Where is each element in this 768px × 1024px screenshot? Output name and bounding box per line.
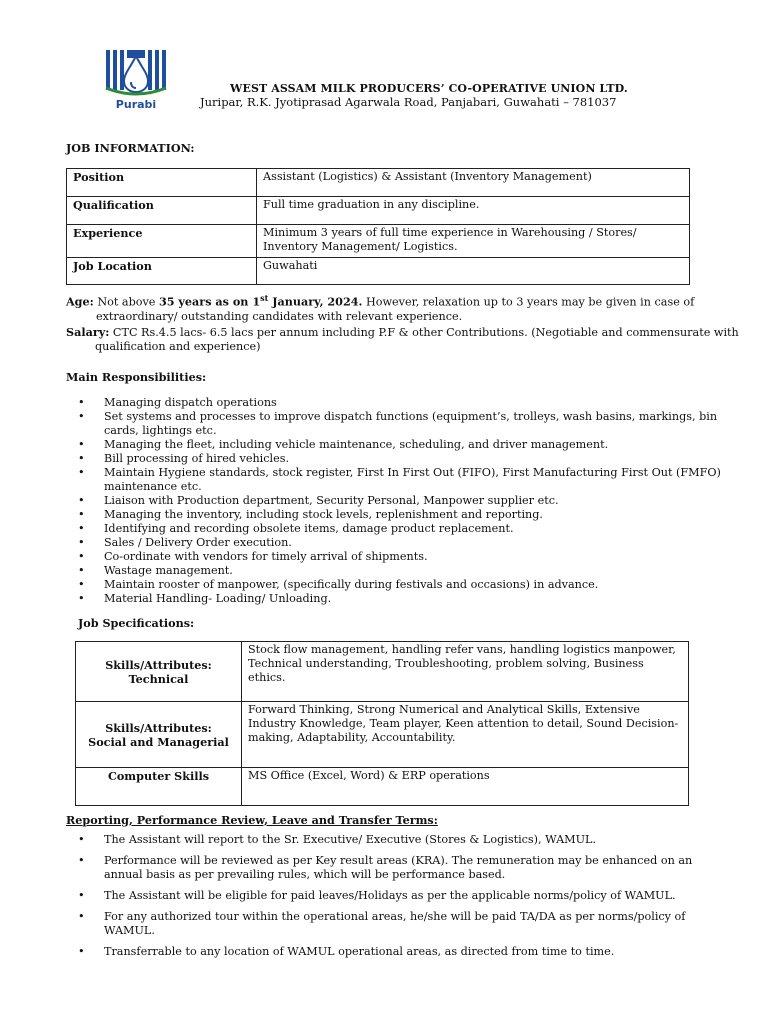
- list-item: • The Assistant will report to the Sr. Executive/ Executive (Stores & Logistics), WAMUL.: [78, 833, 597, 846]
- list-item: • Sales / Delivery Order execution.: [78, 536, 292, 549]
- list-item: • Set systems and processes to improve dispatch functions (equipment’s, trolleys, wash basins, markings, bin cards, lightings etc.: [78, 410, 718, 437]
- org-address: Juripar, R.K. Jyotiprasad Agarwala Road, Panjabari, Guwahati – 781037: [200, 95, 617, 109]
- list-item: • Co-ordinate with vendors for timely arrival of shipments.: [78, 550, 428, 563]
- responsibilities-heading: Main Responsibilities:: [66, 370, 207, 384]
- list-item: • The Assistant will be eligible for paid leaves/Holidays as per the applicable norms/policy of WAMUL.: [78, 889, 676, 902]
- age-label: Age:: [66, 294, 94, 309]
- age-bold-date: January, 2024.: [268, 294, 363, 309]
- list-item: • Managing dispatch operations: [78, 396, 277, 409]
- list-item: • Managing the fleet, including vehicle maintenance, scheduling, and driver management.: [78, 438, 609, 451]
- table-row: [76, 768, 689, 806]
- job-info-table: [66, 168, 690, 285]
- table-row: [76, 642, 689, 702]
- terms-heading: Reporting, Performance Review, Leave and Transfer Terms:: [66, 813, 438, 827]
- table-row: [67, 225, 690, 258]
- spec-value: Forward Thinking, Strong Numerical and Analytical Skills, Extensive Industry Knowledge, Team player, Keen attention to detail, Sound Decision-making, Adaptability, Accountability.: [242, 702, 689, 768]
- list-item: • Maintain Hygiene standards, stock register, First In First Out (FIFO), First Manufacturing First Out (FMFO) maintenance etc.: [78, 466, 721, 493]
- list-item: • Managing the inventory, including stock levels, replenishment and reporting.: [78, 508, 543, 521]
- list-item: • Wastage management.: [78, 564, 233, 577]
- row-value: Guwahati: [257, 258, 690, 285]
- list-item: • Performance will be reviewed as per Key result areas (KRA). The remuneration may be enhanced on an annual basis as per prevailing rules, which will be performance based.: [78, 854, 693, 881]
- row-label: Experience: [67, 225, 257, 258]
- row-label: Job Location: [67, 258, 257, 285]
- salary-paragraph: [66, 325, 745, 354]
- row-value: Minimum 3 years of full time experience in Warehousing / Stores/ Inventory Management/ Logistics.: [257, 225, 690, 258]
- spec-value: MS Office (Excel, Word) & ERP operations: [242, 768, 689, 806]
- salary-text: CTC Rs.4.5 lacs- 6.5 lacs per annum including P.F & other Contributions. (Negotiable and commensurate with qualification and experience): [95, 326, 739, 353]
- table-row: [76, 702, 689, 768]
- salary-label: Salary:: [66, 325, 110, 339]
- list-item: • Identifying and recording obsolete items, damage product replacement.: [78, 522, 514, 535]
- specs-heading: Job Specifications:: [78, 616, 195, 630]
- list-item: • Maintain rooster of manpower, (specifically during festivals and occasions) in advance.: [78, 578, 599, 591]
- table-row: [67, 169, 690, 197]
- responsibilities-list: [66, 396, 730, 606]
- row-value: Assistant (Logistics) & Assistant (Inventory Management): [257, 169, 690, 197]
- age-text: Not above: [93, 295, 159, 309]
- table-row: [67, 197, 690, 225]
- row-label: Position: [67, 169, 257, 197]
- age-paragraph: [66, 291, 726, 324]
- age-bold: 35 years as on 1: [158, 294, 261, 309]
- list-item: • Liaison with Production department, Security Personal, Manpower supplier etc.: [78, 494, 559, 507]
- list-item: • For any authorized tour within the operational areas, he/she will be paid TA/DA as per norms/policy of WAMUL.: [78, 910, 686, 937]
- spec-label: Skills/Attributes: Technical: [76, 642, 242, 702]
- age-sup: st: [260, 293, 269, 303]
- spec-label: Skills/Attributes: Social and Managerial: [76, 702, 242, 768]
- list-item: • Transferrable to any location of WAMUL operational areas, as directed from time to time.: [78, 945, 615, 958]
- spec-label: Computer Skills: [76, 768, 242, 806]
- purabi-logo: [104, 48, 168, 110]
- terms-list: [66, 833, 728, 966]
- row-value: Full time graduation in any discipline.: [257, 197, 690, 225]
- table-row: [67, 258, 690, 285]
- row-label: Qualification: [67, 197, 257, 225]
- spec-value: Stock flow management, handling refer vans, handling logistics manpower, Technical understanding, Troubleshooting, problem solving, Business ethics.: [242, 642, 689, 702]
- job-info-heading: JOB INFORMATION:: [66, 141, 195, 155]
- age-text-rest: However, relaxation up to 3 years may be given in case of extraordinary/ outstanding candidates with relevant experience.: [96, 295, 695, 323]
- org-name: WEST ASSAM MILK PRODUCERS’ CO-OPERATIVE UNION LTD.: [230, 82, 628, 95]
- list-item: • Material Handling- Loading/ Unloading.: [78, 592, 332, 605]
- logo-text: Purabi: [115, 98, 157, 110]
- list-item: • Bill processing of hired vehicles.: [78, 452, 290, 465]
- specs-table: [75, 641, 689, 806]
